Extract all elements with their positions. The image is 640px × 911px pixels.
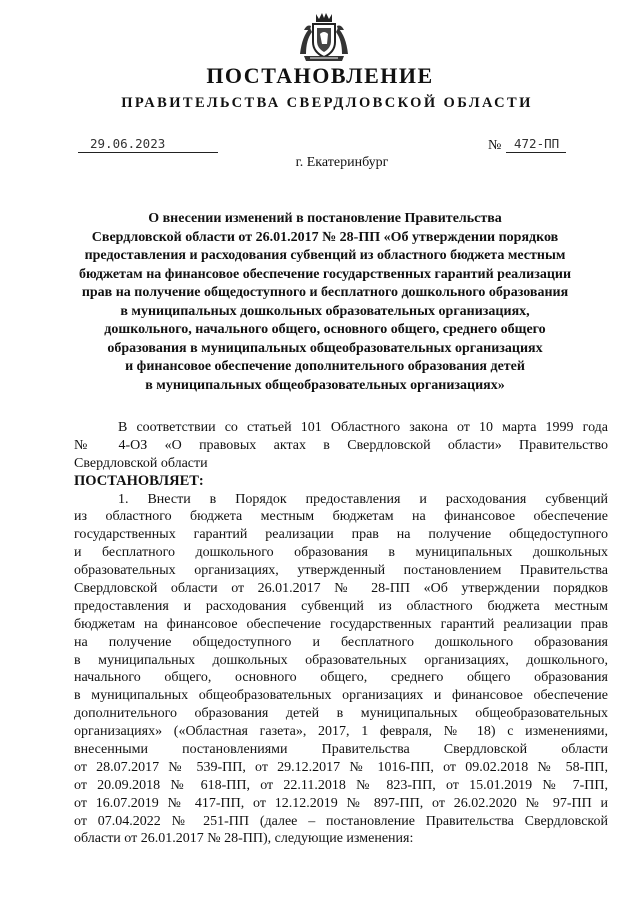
item1-line: государственных гарантий реализации прав на получение общедоступного — [74, 527, 608, 543]
number-sign: № — [488, 138, 502, 153]
intro-line: Свердловской области — [74, 455, 208, 471]
decree-word: ПОСТАНОВЛЯЕТ: — [74, 472, 204, 489]
item1-line: области от 26.01.2017 № 28-ПП), следующие изменения: — [74, 831, 414, 847]
item1-line: на получение общедоступного и бесплатного дошкольного образования — [74, 634, 608, 650]
item1-line: в муниципальных дошкольных образовательных организациях, дошкольного, — [74, 652, 608, 668]
issuer-subtitle: ПРАВИТЕЛЬСТВА СВЕРДЛОВСКОЙ ОБЛАСТИ — [121, 95, 533, 111]
item1-line: в муниципальных общеобразовательных организациях и финансовое обеспечение — [74, 688, 608, 704]
document-title: ПОСТАНОВЛЕНИЕ — [206, 63, 434, 88]
item1-line: и бесплатного дошкольного образования в муниципальных дошкольных — [74, 545, 608, 561]
document-number: 472-ПП — [506, 136, 566, 153]
intro-line: № 4-ОЗ «О правовых актах в Свердловской области» Правительство — [74, 437, 608, 453]
heading-line: бюджетам на финансовое обеспечение государственных гарантий реализации — [78, 266, 572, 282]
heading-line: прав на получение общедоступного и бесплатного дошкольного образования — [81, 285, 569, 300]
document-body — [74, 419, 608, 848]
item1-line: от 16.07.2019 № 417-ПП, от 12.12.2019 № 897-ПП, от 26.02.2020 № 97-ПП и — [74, 795, 608, 811]
document-city: г. Екатеринбург — [295, 155, 389, 170]
document-heading — [60, 210, 590, 395]
item1-line: дополнительного образования детей в муниципальных общеобразовательных — [74, 706, 608, 722]
item1-line: от 28.07.2017 № 539-ПП, от 29.12.2017 № 1016-ПП, от 09.02.2018 № 58-ПП, — [74, 759, 608, 775]
item1-line: бюджетам на финансовое обеспечение государственных гарантий реализации прав — [74, 616, 608, 632]
heading-line: образования в муниципальных общеобразовательных организациях — [107, 340, 543, 356]
intro-line: В соответствии со статьей 101 Областного закона от 10 марта 1999 года — [118, 420, 608, 435]
document-date: 29.06.2023 — [78, 136, 218, 153]
coat-of-arms-icon — [296, 10, 352, 64]
heading-line: дошкольного, начального общего, основного общего, среднего общего — [104, 322, 546, 337]
item1-line: из областного бюджета местным бюджетам на финансовое обеспечение — [74, 509, 608, 525]
item1-line: организациях» («Областная газета», 2017, 1 февраля, № 18) с изменениями, — [74, 724, 608, 740]
heading-line: в муниципальных дошкольных образовательных организациях, — [120, 303, 530, 319]
item1-line: образовательных организациях, утвержденный постановлением Правительства — [74, 563, 608, 579]
item1-line: начального общего, основного общего, среднего общего образования — [74, 670, 608, 686]
heading-line: и финансовое обеспечение дополнительного образования детей — [125, 359, 525, 374]
heading-line: предоставления и расходования субвенций из областного бюджета местным — [84, 248, 566, 263]
item1-line: 1. Внести в Порядок предоставления и расходования субвенций — [118, 491, 608, 507]
item1-line: внесенными постановлениями Правительства Свердловской области — [74, 742, 608, 758]
item1-line: от 07.04.2022 № 251-ПП (далее – постановление Правительства Свердловской — [74, 813, 608, 829]
item1-line: Свердловской области от 26.01.2017 № 28-ПП «Об утверждении порядков — [74, 581, 608, 597]
heading-line: в муниципальных общеобразовательных организациях» — [145, 377, 505, 393]
item1-line: от 20.09.2018 № 618-ПП, от 22.11.2018 № 823-ПП, от 15.01.2019 № 7-ПП, — [74, 777, 608, 793]
heading-line: О внесении изменений в постановление Правительства — [148, 211, 502, 226]
heading-line: Свердловской области от 26.01.2017 № 28-ПП «Об утверждении порядков — [91, 229, 559, 245]
item1-line: предоставления и расходования субвенций из областного бюджета местным — [74, 598, 608, 614]
